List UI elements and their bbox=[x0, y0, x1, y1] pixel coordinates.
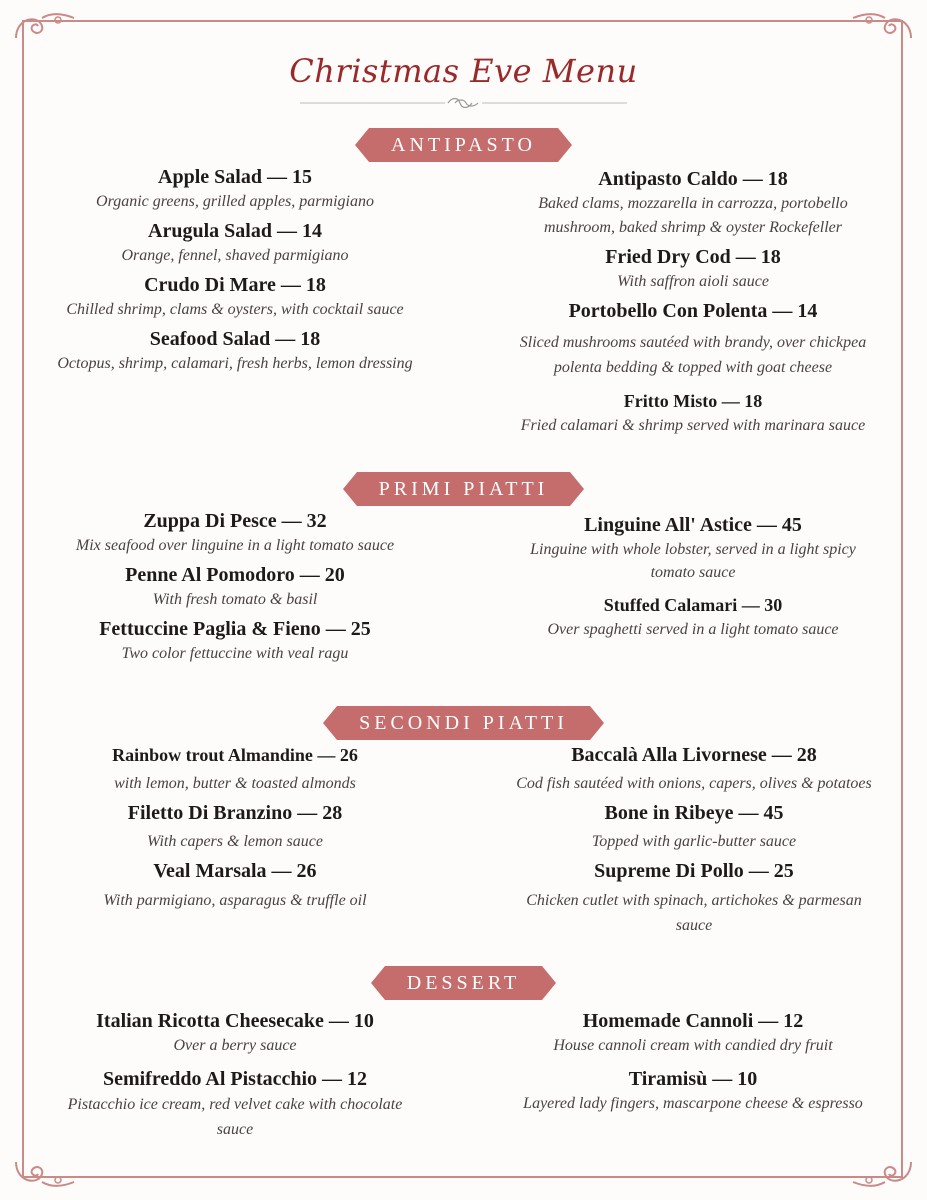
menu-item bbox=[498, 512, 888, 584]
item-name: Seafood Salad — 18 bbox=[149, 328, 321, 350]
item-name: Supreme Di Pollo — 25 bbox=[594, 860, 794, 882]
menu-item bbox=[40, 508, 430, 558]
item-name: Zuppa Di Pesce — 32 bbox=[143, 510, 327, 532]
item-description: Layered lady fingers, mascarpone cheese & espresso bbox=[523, 1095, 863, 1112]
item-description: Baked clams, mozzarella in carrozza, portobello mushroom, baked shrimp & oyster Rockefeller bbox=[538, 195, 848, 236]
item-name: Portobello Con Polenta — 14 bbox=[568, 300, 818, 322]
item-description: Over a berry sauce bbox=[173, 1037, 297, 1054]
item-name: Rainbow trout Almandine — 26 bbox=[112, 745, 358, 765]
item-name: Baccalà Alla Livornese — 28 bbox=[571, 744, 817, 766]
section-banner-secondi bbox=[0, 706, 927, 740]
menu-item bbox=[498, 800, 890, 854]
antipasto-right-column bbox=[498, 166, 888, 442]
item-description: Pistacchio ice cream, red velvet cake with chocolate sauce bbox=[67, 1096, 403, 1138]
menu-item bbox=[40, 1066, 430, 1142]
item-description: Topped with garlic-butter sauce bbox=[591, 833, 797, 850]
menu-item bbox=[40, 218, 430, 268]
section-banner-primi bbox=[0, 472, 927, 506]
menu-item bbox=[498, 592, 888, 642]
primi-right-column bbox=[498, 512, 888, 646]
menu-item bbox=[498, 742, 890, 796]
item-description: Chicken cutlet with spinach, artichokes & parmesan sauce bbox=[526, 892, 862, 934]
menu-item bbox=[40, 616, 430, 666]
section-label: PRIMI PIATTI bbox=[357, 472, 571, 506]
menu-item bbox=[40, 562, 430, 612]
item-description: with lemon, butter & toasted almonds bbox=[114, 775, 356, 792]
item-name: Apple Salad — 15 bbox=[158, 166, 312, 188]
primi-left-column bbox=[40, 508, 430, 670]
corner-flourish-icon bbox=[8, 8, 78, 48]
menu-item bbox=[498, 166, 888, 240]
item-name: Fried Dry Cod — 18 bbox=[605, 246, 781, 268]
menu-item bbox=[498, 244, 888, 294]
item-name: Homemade Cannoli — 12 bbox=[582, 1010, 804, 1032]
item-name: Fritto Misto — 18 bbox=[623, 391, 763, 411]
item-description: Chilled shrimp, clams & oysters, with cocktail sauce bbox=[66, 301, 404, 318]
section-label: ANTIPASTO bbox=[369, 128, 558, 162]
corner-flourish-icon bbox=[849, 8, 919, 48]
menu-item bbox=[498, 1066, 888, 1116]
menu-item bbox=[40, 1008, 430, 1058]
item-name: Penne Al Pomodoro — 20 bbox=[125, 564, 345, 586]
item-name: Stuffed Calamari — 30 bbox=[603, 595, 783, 615]
corner-flourish-icon bbox=[8, 1152, 78, 1192]
item-description: House cannoli cream with candied dry fruit bbox=[553, 1037, 833, 1054]
item-description: Orange, fennel, shaved parmigiano bbox=[121, 247, 349, 264]
item-description: With fresh tomato & basil bbox=[152, 591, 318, 608]
item-name: Fettuccine Paglia & Fieno — 25 bbox=[99, 618, 371, 640]
item-description: Organic greens, grilled apples, parmigiano bbox=[96, 193, 374, 210]
item-description: Mix seafood over linguine in a light tomato sauce bbox=[75, 537, 395, 554]
menu-item bbox=[40, 858, 430, 913]
item-description: Two color fettuccine with veal ragu bbox=[121, 645, 349, 662]
item-name: Veal Marsala — 26 bbox=[153, 860, 317, 882]
menu-item bbox=[498, 298, 888, 380]
item-description: With saffron aioli sauce bbox=[617, 273, 769, 290]
dessert-left-column bbox=[40, 1008, 430, 1146]
item-description: Octopus, shrimp, calamari, fresh herbs, lemon dressing bbox=[57, 355, 413, 372]
item-name: Tiramisù — 10 bbox=[628, 1068, 758, 1090]
item-name: Semifreddo Al Pistacchio — 12 bbox=[102, 1068, 368, 1090]
section-label: SECONDI PIATTI bbox=[337, 706, 590, 740]
title-divider-icon bbox=[300, 96, 627, 110]
menu-item bbox=[498, 858, 890, 938]
menu-item bbox=[40, 272, 430, 322]
corner-flourish-icon bbox=[849, 1152, 919, 1192]
item-description: Over spaghetti served in a light tomato sauce bbox=[547, 621, 839, 638]
item-description: With parmigiano, asparagus & truffle oil bbox=[103, 892, 367, 909]
antipasto-left-column bbox=[40, 164, 430, 380]
secondi-left-column bbox=[40, 742, 430, 917]
section-banner-antipasto bbox=[0, 128, 927, 162]
item-description: Sliced mushrooms sautéed with brandy, over chickpea polenta bedding & topped with goat cheese bbox=[519, 334, 867, 376]
item-description: With capers & lemon sauce bbox=[147, 833, 323, 850]
item-description: Cod fish sautéed with onions, capers, olives & potatoes bbox=[516, 775, 872, 792]
item-name: Linguine All' Astice — 45 bbox=[584, 514, 802, 536]
item-description: Linguine with whole lobster, served in a light spicy tomato sauce bbox=[530, 541, 856, 581]
item-description: Fried calamari & shrimp served with marinara sauce bbox=[520, 417, 866, 434]
menu-item bbox=[40, 326, 430, 376]
item-name: Italian Ricotta Cheesecake — 10 bbox=[96, 1010, 374, 1032]
item-name: Crudo Di Mare — 18 bbox=[144, 274, 326, 296]
section-label: DESSERT bbox=[385, 966, 542, 1000]
menu-item bbox=[498, 388, 888, 438]
menu-item bbox=[498, 1008, 888, 1058]
menu-item bbox=[40, 742, 430, 796]
menu-title: Christmas Eve Menu bbox=[289, 52, 638, 90]
dessert-right-column bbox=[498, 1008, 888, 1120]
menu-item bbox=[40, 800, 430, 854]
item-name: Antipasto Caldo — 18 bbox=[598, 168, 788, 190]
item-name: Arugula Salad — 14 bbox=[148, 220, 322, 242]
item-name: Bone in Ribeye — 45 bbox=[604, 802, 784, 824]
menu-item bbox=[40, 164, 430, 214]
item-name: Filetto Di Branzino — 28 bbox=[127, 802, 343, 824]
section-banner-dessert bbox=[0, 966, 927, 1000]
secondi-right-column bbox=[498, 742, 890, 942]
